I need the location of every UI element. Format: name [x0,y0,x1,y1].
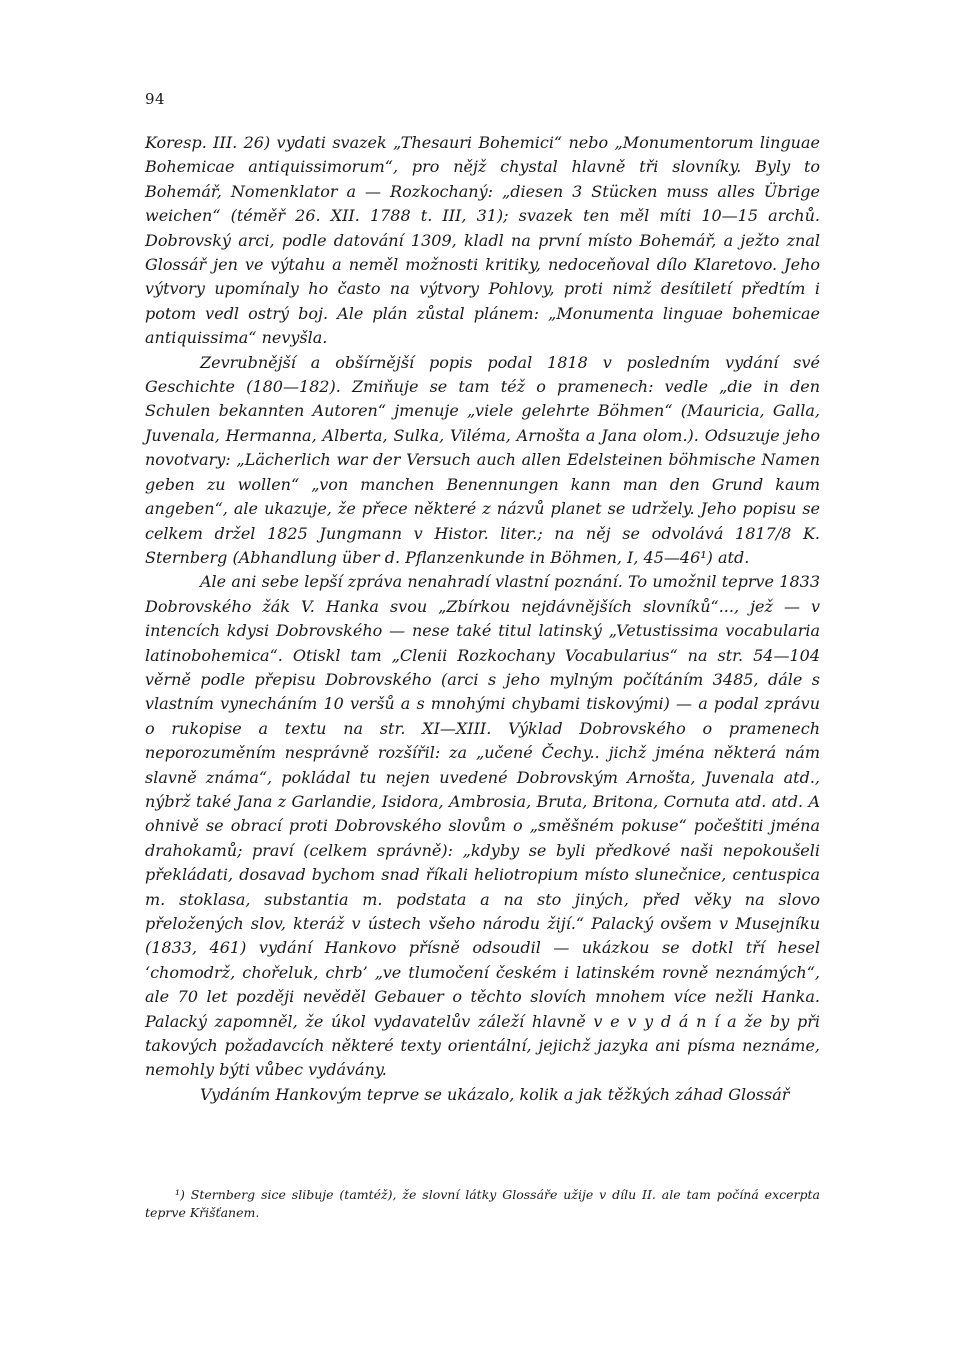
paragraph-4: Vydáním Hankovým teprve se ukázalo, kolik a jak těžkých záhad Glossář [200,1084,790,1104]
paragraph-3: Ale ani sebe lepší zpráva nenahradí vlastní poznání. To umožnil teprve 1833 Dobrovského žák V. Hanka svou „Zbírkou nejdávnějších slovníků“..., jež — v intencích kdysi Dobrovského — nese také titul latinský „Vetustissima vocabularia latinobohemica“. Otiskl tam „Clenii Rozkochany Vocabularius“ na str. 54—104 věrně podle přepisu Dobrovského (arci s jeho mylným počítáním 3485, dále s vlastním vynecháním 10 veršů a s mnohými chybami tiskovými) — a podal zprávu o rukopise a textu na str. XI—XIII. Výklad Dobrovského o pramenech neporozuměním nesprávně rozšířil: za „učené Čechy.. jichž jména některá nám slavně známa“, pokládal tu nejen uvedené Dobrovským Arnošta, Juvenala atd., nýbrž také Jana z Garlandie, Isidora, Ambrosia, Bruta, Britona, Cornuta atd. atd. A ohnivě se obrací proti Dobrovského slovům o „směšném pokuse“ počeštiti jména drahokamů; praví (celkem správně): „kdyby se byli předkové naši nepokoušeli překládati, dosavad bychom snad říkali heliotropium místo slunečnice, centuspica m. stoklasa, substantia m. podstata a na sto jiných, před věky na slovo přeložených slov, kteráž v ústech všeho národu žijí.“ Palacký ovšem v Musejníku (1833, 461) vydání Hankovo přísně odsoudil — ukázkou se dotkl tří hesel ‘chomodrž, chořeluk, chrb’ „ve tlumočení českém i latinském rovně neznámých“, ale 70 let později nevěděl Gebauer o těchto slovích mnohem více nežli Hanka. Palacký zapomněl, že úkol vydavatelův záleží hlavně v e v y d á n í a že by při takových požadavcích některé texty orientální, jejichž jazyka ani písma neznáme, nemohly býti vůbec vydávány. [145,572,820,1080]
footnotes [145,1186,820,1222]
body-text [145,131,820,1107]
footnote-1 [145,1186,820,1222]
page-number: 94 [145,90,166,108]
footnote-marker: ¹) [175,1187,185,1202]
paragraph-2: Zevrubnější a obšírnější popis podal 1818 v posledním vydání své Geschichte (180—182). Zmiňuje se tam též o pramenech: vedle „die in den Schulen bekannten Autoren“ jmenuje „viele gelehrte Böhmen“ (Mauricia, Galla, Juvenala, Hermanna, Alberta, Sulka, Viléma, Arnošta a Jana olom.). Odsuzuje jeho novotvary: „Lächerlich war der Versuch auch allen Edelsteinen böhmische Namen geben zu wollen“ „von manchen Benennungen kann man den Grund kaum angeben“, ale ukazuje, že přece některé z názvů planet se udržely. Jeho popisu se celkem držel 1825 Jungmann v Histor. liter.; na něj se odvolává 1817/8 K. Sternberg (Abhandlung über d. Pflanzenkunde in Böhmen, I, 45—46¹) atd. [145,352,820,567]
paragraph-1: Koresp. III. 26) vydati svazek „Thesauri Bohemici“ nebo „Monumentorum linguae Bohemicae antiquissimorum“, pro nějž chystal hlavně tři slovníky. Byly to Bohemář, Nomenklator a — Rozkochaný: „diesen 3 Stücken muss alles Übrige weichen“ (téměř 26. XII. 1788 t. III, 31); svazek ten měl míti 10—15 archů. Dobrovský arci, podle datování 1309, kladl na první místo Bohemář, a ježto znal Glossář jen ve výtahu a neměl možnosti kritiky, nedoceňoval dílo Klaretovo. Jeho výtvory upomínaly ho často na výtvory Pohlovy, proti nimž desítiletí předtím i potom vedl ostrý boj. Ale plán zůstal plánem: „Monumenta linguae bohemicae antiquissima“ nevyšla. [145,133,820,348]
footnote-text: Sternberg sice slibuje (tamtéž), že slovní látky Glossáře užije v dílu II. ale tam počíná excerpta teprve Křišťanem. [145,1187,820,1220]
